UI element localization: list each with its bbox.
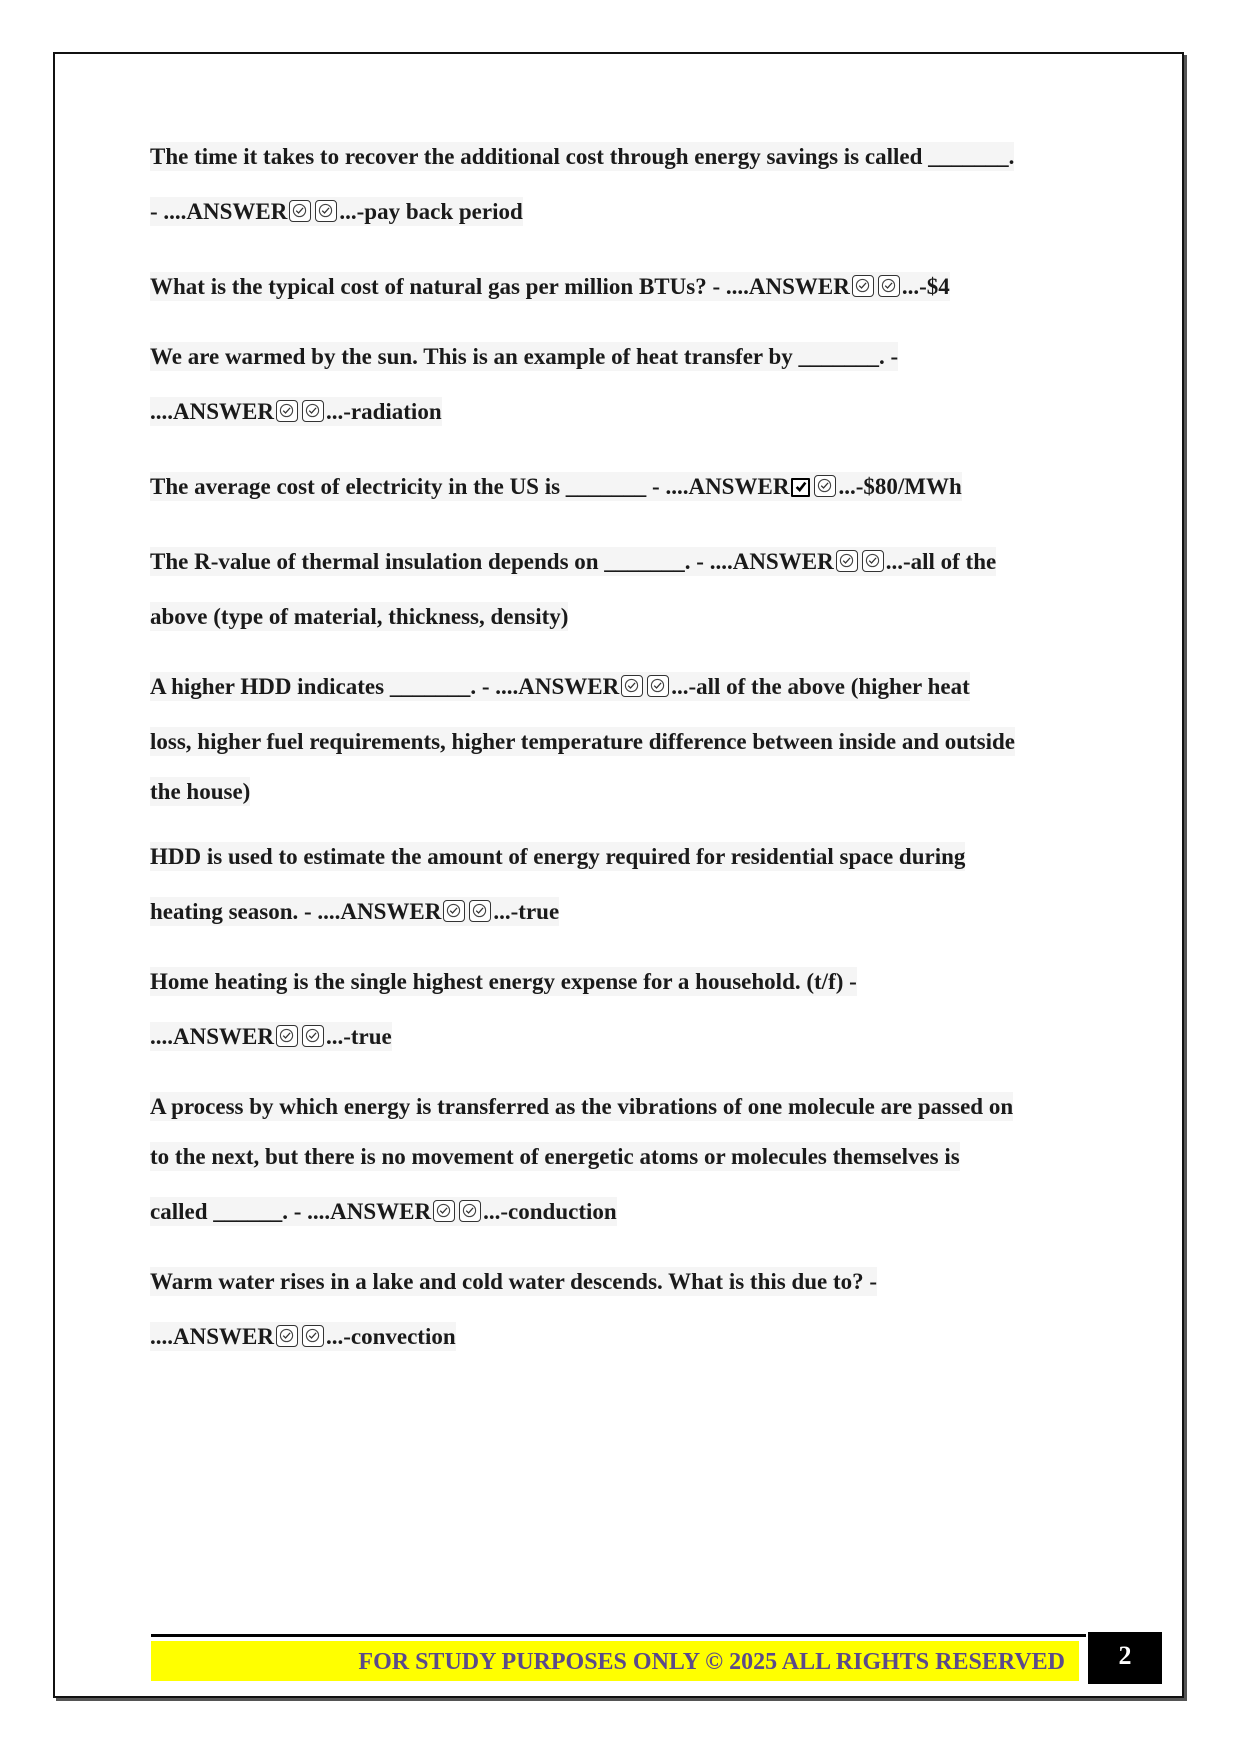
qa-line [150,270,950,304]
qa-text [150,1022,392,1051]
qa-text-segment: We are warmed by the sun. This is an example of heat transfer by _______. - [150,344,899,369]
qa-text [150,602,568,631]
qa-text-segment: ....ANSWER [150,1324,274,1349]
check-icon [814,475,836,497]
answer-text: ...-convection [325,1324,456,1349]
check-icon [302,1025,324,1047]
qa-line [150,670,970,704]
qa-text [150,897,559,926]
qa-text-segment: The R-value of thermal insulation depends on _______. - ....ANSWER [150,549,834,574]
qa-text-segment: Warm water rises in a lake and cold water descends. What is this due to? - [150,1269,878,1294]
qa-text-segment: called ______. - ....ANSWER [150,1199,432,1224]
qa-text-segment: The time it takes to recover the additional cost through energy savings is called _______. [150,144,1015,169]
check-icon [862,550,884,572]
qa-line [150,775,250,809]
qa-text [150,142,1014,171]
qa-line [150,1140,960,1174]
qa-text-segment: ....ANSWER [150,1024,274,1049]
qa-text-segment: loss, higher fuel requirements, higher temperature difference between inside and outside [150,729,1016,754]
qa-text [150,397,442,426]
check-icon [621,675,643,697]
qa-text [150,1267,877,1296]
qa-text [150,547,996,576]
check-icon [459,1200,481,1222]
qa-text [150,727,1015,756]
check-icon [315,200,337,222]
answer-text: ...-conduction [483,1199,617,1224]
qa-line [150,600,568,634]
answer-text: ...-all of the above (higher heat [671,674,970,699]
qa-text-segment: above (type of material, thickness, density) [150,604,569,629]
qa-text [150,197,523,226]
qa-text [150,1322,456,1351]
footer-divider [151,1634,1086,1637]
qa-line [150,1195,617,1229]
qa-line [150,1265,877,1299]
qa-text-segment: HDD is used to estimate the amount of energy required for residential space during [150,844,966,869]
qa-line [150,545,996,579]
qa-line [150,895,559,929]
answer-text: ...-radiation [325,399,442,424]
answer-text: ...-pay back period [339,199,523,224]
qa-text-segment: ....ANSWER [150,399,274,424]
check-icon [443,900,465,922]
answer-text: ...-all of the [885,549,997,574]
qa-text-segment: - ....ANSWER [150,199,288,224]
qa-text [150,842,965,871]
qa-text-segment: to the next, but there is no movement of energetic atoms or molecules themselves is [150,1144,960,1169]
check-icon [647,675,669,697]
qa-text [150,472,962,501]
check-icon [302,400,324,422]
qa-text [150,1142,960,1171]
check-icon [836,550,858,572]
qa-text-segment: A higher HDD indicates _______. - ....ANSWER [150,674,620,699]
qa-line [150,840,965,874]
qa-line [150,340,898,374]
qa-text-segment: A process by which energy is transferred as the vibrations of one molecule are passed on [150,1094,1014,1119]
footer-notice: FOR STUDY PURPOSES ONLY © 2025 ALL RIGHTS RESERVED [151,1641,1079,1681]
check-icon [276,1325,298,1347]
check-icon [469,900,491,922]
qa-text [150,672,970,701]
qa-line [150,470,962,504]
qa-line [150,965,857,999]
check-icon [276,400,298,422]
check-icon [791,478,810,497]
qa-line [150,1020,392,1054]
check-icon [302,1325,324,1347]
qa-line [150,1090,1013,1124]
qa-text [150,1092,1013,1121]
page-number: 2 [1088,1632,1162,1684]
qa-text [150,967,857,996]
check-icon [433,1200,455,1222]
qa-line [150,140,1014,174]
check-icon [878,275,900,297]
check-icon [276,1025,298,1047]
qa-line [150,1320,456,1354]
answer-text: ...-true [493,899,560,924]
qa-line [150,195,523,229]
qa-text-segment: The average cost of electricity in the US is _______ - ....ANSWER [150,474,790,499]
qa-text [150,342,898,371]
answer-text: ...-true [325,1024,392,1049]
check-icon [852,275,874,297]
qa-line [150,725,1015,759]
answer-text: ...-$80/MWh [838,474,962,499]
qa-text [150,777,250,806]
qa-text-segment: What is the typical cost of natural gas per million BTUs? - ....ANSWER [150,274,850,299]
qa-text-segment: Home heating is the single highest energy expense for a household. (t/f) - [150,969,857,994]
qa-text-segment: heating season. - ....ANSWER [150,899,442,924]
qa-text-segment: the house) [150,779,251,804]
answer-text: ...-$4 [901,274,950,299]
qa-text [150,272,950,301]
qa-line [150,395,442,429]
qa-text [150,1197,617,1226]
check-icon [289,200,311,222]
